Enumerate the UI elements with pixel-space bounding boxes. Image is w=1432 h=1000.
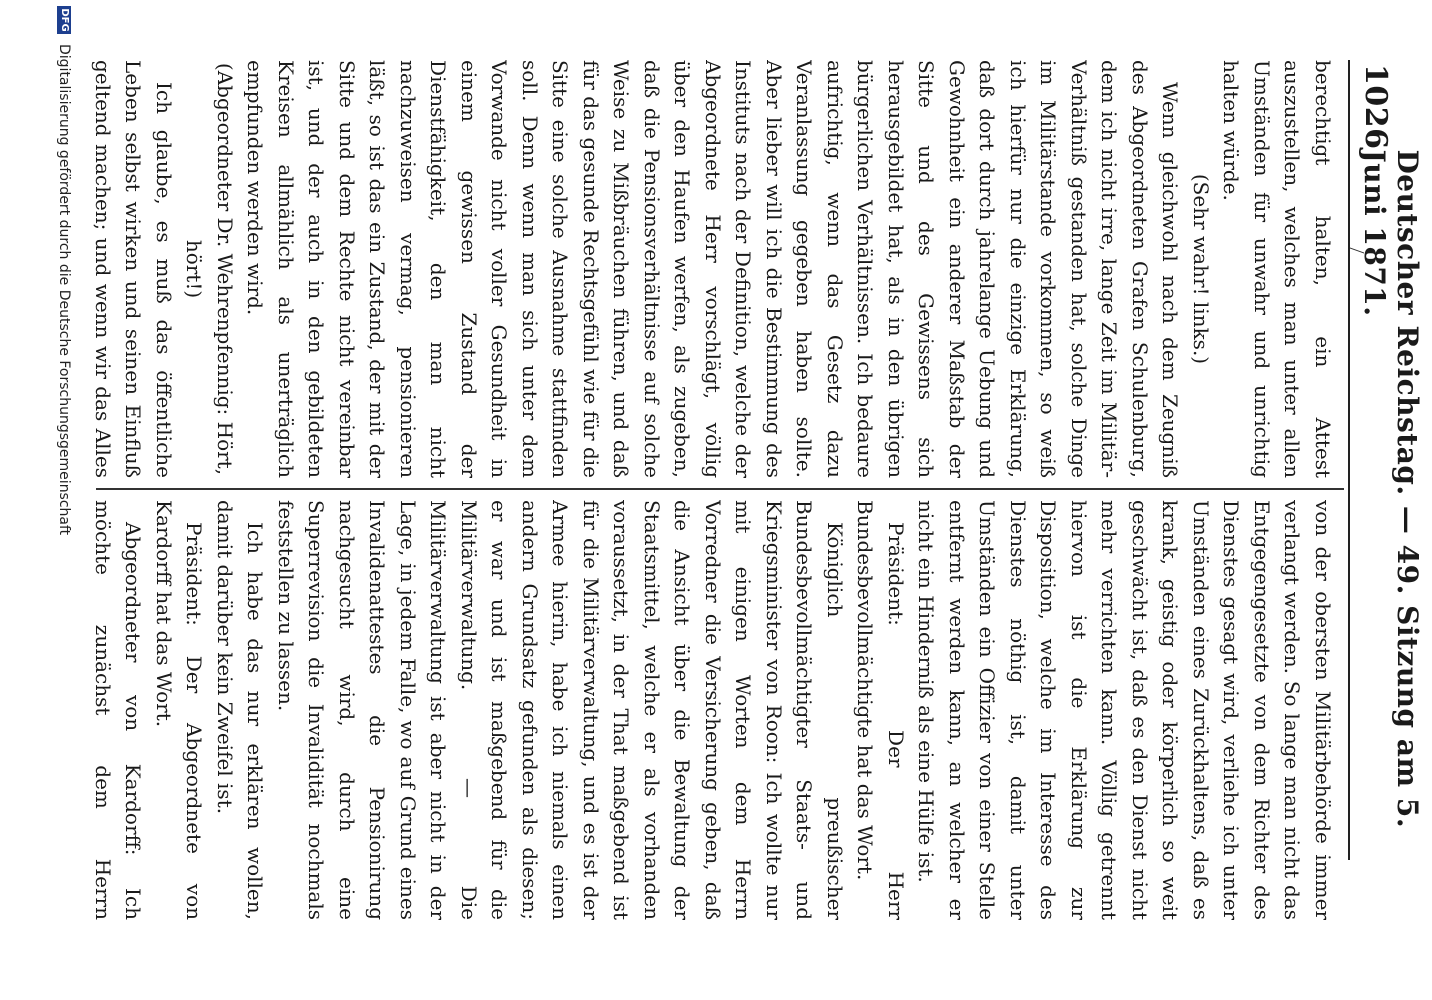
paragraph: Königlich preußischer Bundesbevollmächtigter Staats- und Kriegsminister von Roon: Ich wollte nur mit einigen Worten dem Herrn Vorredner die Versicherung geben, daß die Ansicht über die Bewaltung der Staatsmittel, welche er als vorhanden voraussetzt, in der That maßgebend ist für die Militärverwaltung, und es ist der Armee hierin, habe ich niemals einen andern Grundsatz gefunden als diesen; er war und ist maßgebend für die Militärverwaltung. — Die Militärverwaltung ist aber nicht in der Lage, in jedem Falle, wo auf Grund eines Invalidenattestes die Pensionirung nachgesucht wird, durch eine Superrevision die Invalidität nochmals feststellen zu lassen. bbox=[274, 500, 847, 920]
dfg-logo: DFG bbox=[57, 6, 71, 34]
column-divider bbox=[96, 488, 1344, 490]
paragraph: von der obersten Militärbehörde immer verlangt werden. So lange man nicht das Entgegengesetzte von dem Richter des Dienstes gesagt wird, verliehe ich unter Umständen eines Zurückhaltens, daß es krank, geistig oder körperlich so weit geschwächt ist, daß es den Dienst nicht mehr verrichten kann. Völlig getrennt hiervon ist die Erklärung zur Disposition, welche im Interesse des Dienstes nöthig ist, damit unter Umständen ein Offizier von einer Stelle entfernt werden kann, an welcher er nicht ein Hinderniß als eine Hülfe ist. bbox=[914, 500, 1335, 920]
interjection: (Abgeordneter Dr. Wehrenpfennig: Hört, hört!) bbox=[182, 62, 237, 476]
paragraph: Ich glaube, es muß das öffentliche Leben selbst wirken und seinen Einfluß geltend machen; und wenn wir das Alles bbox=[91, 60, 176, 478]
footer-text: Digitalisierung gefördert durch die Deutsche Forschungsgemeinschaft bbox=[56, 44, 72, 536]
paragraph: Wenn gleichwohl nach dem Zeugniß des Abgeordneten Grafen Schulenburg, dem ich nicht irre, lange Zeit im Militär-Verhältniß gestanden hat, solche Dinge im Militärstande vorkommen, so weiß ich hierfür nur die einzige Erklärung, daß dort durch jahrelange Uebung und Gewohnheit ein anderer Maßstab der Sitte und des Gewissens sich herausgebildet hat, als in den übrigen bürgerlichen Verhältnissen. Ich bedaure aufrichtig, wenn das Gesetz dazu Veranlassung gegeben haben sollte. Aber lieber will ich die Bestimmung des Instituts nach der Definition, welche der Abgeordnete Herr vorschlägt, völlig über den Haufen werfen, als zugeben, daß die Pensionsverhältnisse auf solche Weise zu Mißbräuchen führen, und daß für das gesunde Rechtsgefühl wie für die Sitte eine solche Ausnahme stattfinden soll. Denn wenn man sich unter dem Vorwande nicht voller Gesundheit in einem gewissen Zustand der Dienstfähigkeit, den man nicht nachzuweisen vermag, pensionieren läßt, so ist das ein Zustand, der mit der Sitte und dem Rechte nicht vereinbar ist, und der auch in den gebildeten Kreisen allmählich als unerträglich empfunden werden wird. bbox=[243, 60, 1183, 478]
document-page bbox=[46, 0, 1432, 940]
interjection: (Sehr wahr! links.) bbox=[1189, 173, 1213, 365]
running-title: Deutscher Reichstag. — 49. Sitzung am 5. Juni 1871. bbox=[1358, 149, 1424, 829]
paragraph: Ich habe das nur erklären wollen, damit darüber kein Zweifel ist. bbox=[213, 500, 268, 920]
page-number: 1026 bbox=[1358, 64, 1393, 150]
paragraph: Präsident: Der Herr Bundesbevollmächtigte hat das Wort. bbox=[853, 500, 908, 920]
paragraph: Abgeordneter von Kardorff: Ich möchte zunächst dem Herrn bbox=[91, 500, 146, 920]
header-rule bbox=[1348, 60, 1350, 860]
page-header bbox=[1358, 64, 1424, 856]
paragraph: Präsident: Der Abgeordnete von Kardorff hat das Wort. bbox=[152, 500, 207, 920]
paragraph: berechtigt halten, ein Attest auszustellen, welches man unter allen Umständen für unwahr und unrichtig halten würde. bbox=[1219, 60, 1335, 478]
left-column bbox=[90, 60, 1338, 478]
digitization-footer bbox=[52, 6, 76, 928]
right-column bbox=[90, 500, 1338, 920]
